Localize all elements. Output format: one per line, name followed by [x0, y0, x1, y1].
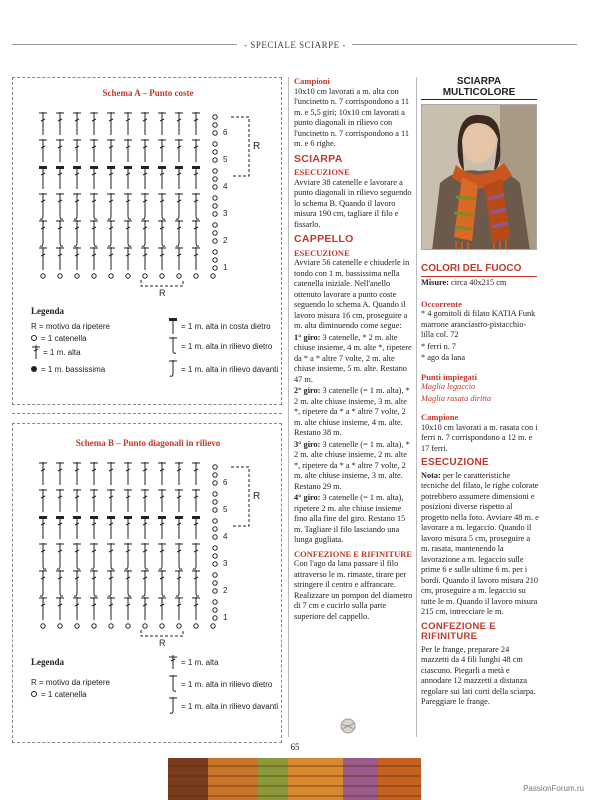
- foundation-chain: [211, 274, 215, 278]
- legend-b-front-post-label: = 1 m. alta in rilievo davanti: [181, 702, 279, 711]
- giro-3-text: 3 catenelle (= 1 m. alta), * 2 m. alte chiuse insieme, 2 m. alte *, ripetere da * a * altre 7 volte, 2 m. alte chiuse insieme, 3 m. alte. Restano 29 m.: [294, 439, 410, 491]
- stitch-bar: [158, 166, 166, 169]
- chain-stitch: [213, 212, 217, 216]
- schema-a-panel: [12, 77, 282, 405]
- campione-title: Campione: [421, 412, 459, 422]
- chain-stitch: [213, 589, 217, 593]
- repeat-label: R: [253, 141, 261, 152]
- campioni-title: Campioni: [294, 76, 330, 86]
- foundation-chain: [92, 624, 96, 628]
- post-hook: [94, 243, 97, 246]
- row-number: 3: [223, 209, 228, 218]
- post-hook: [159, 566, 162, 569]
- middle-column: [294, 76, 414, 623]
- legend-b-dc-label: = 1 m. alta: [181, 658, 219, 667]
- double-crochet-icon: [31, 345, 41, 359]
- foundation-chain: [211, 624, 215, 628]
- post-hook: [176, 593, 179, 596]
- chain-stitch: [213, 231, 217, 235]
- legend-a-chain-label: = 1 catenella: [41, 334, 87, 343]
- chain-stitch: [213, 158, 217, 162]
- repeat-bracket: [231, 467, 249, 526]
- chain-stitch: [213, 527, 217, 531]
- row-number: 6: [223, 128, 228, 137]
- misure: [421, 278, 539, 289]
- giro-4-text: 3 catenelle (= 1 m. alta), ripetere 2 m. alte chiuse insieme fino alla fine del giro. Restano 15 m. Tagliare il filo lasciando una lunga gugliata.: [294, 493, 406, 544]
- chain-stitch: [213, 508, 217, 512]
- stitch-bar: [90, 516, 98, 519]
- chain-stitch: [213, 554, 217, 558]
- watermark: PassionForum.ru: [523, 784, 584, 793]
- chain-stitch: [213, 142, 217, 146]
- foundation-chain: [58, 624, 62, 628]
- giro-3: [294, 440, 414, 493]
- post-hook: [111, 566, 114, 569]
- model-photo: [421, 104, 537, 250]
- post-hook: [142, 593, 145, 596]
- chain-stitch: [213, 465, 217, 469]
- foundation-chain: [126, 624, 130, 628]
- foundation-chain: [75, 624, 79, 628]
- foundation-chain: [41, 624, 45, 628]
- front-post-dc-icon: [168, 697, 178, 715]
- sciarpa-text: Avviare 38 catenelle e lavorare a punto diagonali in rilievo seguendo lo schema B. Quando il lavoro misura 190 cm, tagliare il filo e fissarlo.: [294, 177, 412, 229]
- stitch-bar: [56, 166, 64, 169]
- double-crochet-icon: [168, 655, 178, 669]
- post-hook: [43, 566, 46, 569]
- foundation-chain: [177, 624, 181, 628]
- post-hook: [162, 216, 165, 219]
- giro-1: [294, 333, 414, 386]
- giro-2-label: 2° giro:: [294, 386, 321, 395]
- stitch-bar: [175, 166, 183, 169]
- giro-4-label: 4° giro:: [294, 493, 321, 502]
- giro-4: [294, 493, 414, 546]
- legend-a-dc-label: = 1 m. alta: [43, 348, 81, 357]
- repeat-label-bottom: R: [159, 638, 166, 648]
- post-hook: [108, 593, 111, 596]
- repeat-label-bottom: R: [159, 288, 166, 298]
- schema-b-panel: [12, 423, 282, 743]
- post-hook: [40, 593, 43, 596]
- back-post-dc-icon: [168, 337, 178, 355]
- post-hook: [74, 216, 77, 219]
- foundation-chain: [194, 624, 198, 628]
- stitch-bar: [39, 516, 47, 519]
- foundation-chain: [41, 274, 45, 278]
- chain-stitch: [213, 204, 217, 208]
- post-hook: [108, 243, 111, 246]
- pattern-title-line2: MULTICOLORE: [442, 87, 516, 98]
- chain-stitch: [213, 573, 217, 577]
- post-hook: [176, 216, 179, 219]
- post-hook: [176, 243, 179, 246]
- chain-stitch: [213, 546, 217, 550]
- schema-b-title: Schema B – Punto diagonali in rilievo: [75, 438, 221, 448]
- foundation-chain: [92, 274, 96, 278]
- post-hook: [196, 216, 199, 219]
- post-hook: [125, 566, 128, 569]
- foundation-chain: [160, 624, 164, 628]
- legend-a-back-loop: [181, 322, 271, 331]
- chain-stitch: [213, 223, 217, 227]
- foundation-chain: [177, 274, 181, 278]
- cappello-intro: Avviare 56 catenelle e chiuderle in tondo con 1 m. bassissima nella catenella iniziale. Nell'anello ottenuto lavorare a punto coste seguendo lo schema A. Quando il lavoro misura 16 cm, proseguire a m. alta diminuendo come segue:: [294, 258, 410, 330]
- stitch-bar: [158, 516, 166, 519]
- foundation-chain: [75, 274, 79, 278]
- model-with-scarf-image: [422, 105, 537, 250]
- title-underline: [421, 99, 537, 100]
- foundation-chain: [126, 274, 130, 278]
- row-number: 4: [223, 532, 228, 541]
- legend-b-back-post-label: = 1 m. alta in rilievo dietro: [181, 680, 273, 689]
- legend-a-back-post-label: = 1 m. alta in rilievo dietro: [181, 342, 273, 351]
- legend-b-dc: [181, 658, 219, 667]
- foundation-chain: [109, 624, 113, 628]
- pattern-title: [421, 76, 537, 98]
- legend-a-front-post: [181, 365, 278, 374]
- occorrente-item-3: * ago da lana: [421, 353, 466, 362]
- legend-b-chain-label: = 1 catenella: [41, 690, 87, 699]
- post-hook: [91, 566, 94, 569]
- post-hook: [94, 593, 97, 596]
- chain-stitch: [213, 535, 217, 539]
- knit-texture-strip: [168, 758, 421, 800]
- repeat-bracket-bottom: [141, 280, 183, 286]
- cappello-confezione-title: CONFEZIONE E RIFINITURE: [294, 548, 413, 559]
- chain-icon: [31, 335, 37, 341]
- chain-stitch: [213, 562, 217, 566]
- row-number: 1: [223, 263, 228, 272]
- campioni-text: 10x10 cm lavorati a m. alta con l'uncinetto n. 7 corrispondono a 11 m. e 5,5 giri; 10x10 cm lavorati a punto diagonali in rilievo con l'uncinetto n. 7 corrispondono a 11 m. e 6 righe.: [294, 86, 410, 148]
- right-confezione-text: Per le frange, preparare 24 mazzetti da 4 fili lunghi 48 cm ciascuno. Piegarli a metà e annodare 12 mazzetti a distanza regolare sui lati corti della sciarpa. Pareggiare le frange.: [421, 644, 536, 706]
- legend-b-front-post: [181, 702, 278, 711]
- schema-a-legend-title: Legenda: [31, 306, 65, 316]
- right-esecuzione-title: ESECUZIONE: [421, 457, 490, 468]
- post-hook: [40, 243, 43, 246]
- chain-stitch: [213, 250, 217, 254]
- schema-b-legend-title: Legenda: [31, 657, 65, 667]
- chain-stitch: [213, 196, 217, 200]
- legend-a-front-post-label: = 1 m. alta in rilievo davanti: [181, 365, 279, 374]
- foundation-chain: [194, 274, 198, 278]
- post-hook: [128, 243, 131, 246]
- header-rule-left: [12, 44, 237, 45]
- panel-separator: [12, 413, 282, 419]
- chain-stitch: [213, 258, 217, 262]
- stitch-bar: [107, 166, 115, 169]
- punto-1: Maglia legaccio: [421, 382, 476, 391]
- row-number: 5: [223, 505, 228, 514]
- repeat-bracket: [231, 117, 249, 176]
- nota: [421, 471, 539, 618]
- legend-b-chain: [41, 690, 87, 699]
- post-hook: [128, 593, 131, 596]
- misure-label: Misure:: [421, 278, 449, 287]
- nota-text: per le caratteristiche tecniche del filato, le righe colorate potrebbero assumere dimensioni e posizioni diverse rispetto al progetto nella foto. Avviare 48 m. e lavorare a m. legaccio. Quando il lavoro misura 5 cm, proseguire a m. rasata, mantenendo la lavorazione a m. legaccio sulle prime 6 e sulle ultime 6 m. per i bordi. Quando il lavoro misura 210 cm, proseguire a m. legaccio su tutte le m. Quando il lavoro misura 215 cm, intrecciare le m.: [421, 470, 539, 616]
- post-hook: [142, 216, 145, 219]
- chain-stitch: [213, 481, 217, 485]
- chain-stitch: [213, 608, 217, 612]
- post-hook: [108, 216, 111, 219]
- row-number: 2: [223, 236, 228, 245]
- back-post-dc-icon: [168, 675, 178, 693]
- chain-stitch: [213, 500, 217, 504]
- post-hook: [74, 593, 77, 596]
- repeat-label: R: [253, 491, 261, 502]
- row-number: 2: [223, 586, 228, 595]
- chain-stitch: [213, 185, 217, 189]
- occorrente-item-2: * ferri n. 7: [421, 341, 457, 351]
- stitch-bar: [124, 166, 132, 169]
- campione-text: 10x10 cm lavorati a m. rasata con i ferri n. 7 corrispondono a 12 m. e 17 ferri.: [421, 422, 538, 453]
- chain-stitch: [213, 519, 217, 523]
- chain-stitch: [213, 169, 217, 173]
- chain-stitch: [213, 616, 217, 620]
- punti-title: Punti impiegati: [421, 371, 477, 382]
- legend-a-repeat: R = motivo da ripetere: [31, 322, 110, 331]
- row-number: 5: [223, 155, 228, 164]
- chain-stitch: [213, 266, 217, 270]
- chain-stitch: [213, 131, 217, 135]
- post-hook: [193, 566, 196, 569]
- stitch-bar: [107, 516, 115, 519]
- post-hook: [40, 216, 43, 219]
- stitch-bar: [39, 166, 47, 169]
- post-hook: [77, 566, 80, 569]
- stitch-bar: [175, 516, 183, 519]
- pattern-title-line1: SCIARPA: [456, 76, 502, 87]
- occorrente-item-1: * 4 gomitoli di filato KATIA Funk marrone aranciastro-pistacchio-lilla col. 72: [421, 309, 536, 339]
- chain-stitch: [213, 150, 217, 154]
- repeat-bracket-bottom: [141, 630, 183, 636]
- post-hook: [145, 566, 148, 569]
- row-number: 6: [223, 478, 228, 487]
- chain-stitch: [213, 581, 217, 585]
- legend-a-back-loop-label: = 1 m. alta in costa dietro: [181, 322, 271, 331]
- post-hook: [179, 566, 182, 569]
- foundation-chain: [143, 624, 147, 628]
- slip-stitch-icon: [31, 366, 37, 372]
- legend-a-chain: [41, 334, 87, 343]
- chain-icon: [31, 691, 37, 697]
- legend-b-repeat: R = motivo da ripetere: [31, 678, 110, 687]
- giro-1-label: 1° giro:: [294, 332, 321, 342]
- stitch-bar: [90, 166, 98, 169]
- legend-a-slip-label: = 1 m. bassissima: [41, 365, 106, 374]
- post-hook: [196, 593, 199, 596]
- legend-a-back-post: [181, 342, 272, 351]
- cappello-title: CAPPELLO: [294, 233, 354, 245]
- giro-3-label: 3° giro:: [294, 439, 321, 449]
- post-hook: [196, 243, 199, 246]
- schema-a-title: Schema A – Punto coste: [102, 88, 194, 98]
- cappello-confezione-text: Con l'ago da lana passare il filo attraverso le m. rimaste, tirare per stringere il centro e affrancare. Realizzare un pompon del diametro di 7 cm e cucirlo sulla parte superiore del cappello.: [294, 559, 413, 621]
- legend-a-dc: [43, 348, 81, 357]
- chain-stitch: [213, 473, 217, 477]
- legend-b-back-post: [181, 680, 272, 689]
- column-divider-right: [416, 77, 417, 737]
- right-confezione-title: CONFEZIONE E RIFINITURE: [421, 620, 496, 642]
- colori-title: COLORI DEL FUOCO: [421, 263, 537, 277]
- foundation-chain: [143, 274, 147, 278]
- post-hook: [60, 243, 63, 246]
- right-column: [421, 278, 539, 709]
- sciarpa-title: SCIARPA: [294, 152, 343, 165]
- knit-texture-image: [168, 758, 421, 800]
- chain-stitch: [213, 177, 217, 181]
- row-number: 3: [223, 559, 228, 568]
- stitch-bar: [141, 166, 149, 169]
- stitch-bar: [73, 166, 81, 169]
- post-hook: [128, 216, 131, 219]
- column-divider-left: [288, 77, 289, 737]
- schema-b-chart: [13, 454, 283, 654]
- post-hook: [162, 243, 165, 246]
- foundation-chain: [58, 274, 62, 278]
- chain-stitch: [213, 600, 217, 604]
- page-header: - SPECIALE SCIARPE -: [244, 40, 346, 50]
- stitch-bar: [73, 516, 81, 519]
- stitch-bar: [141, 516, 149, 519]
- misure-value: circa 40x215 cm: [451, 278, 507, 287]
- sciarpa-esecuzione-title: ESECUZIONE: [294, 167, 350, 177]
- foundation-chain: [160, 274, 164, 278]
- yarn-ball-icon: [340, 718, 356, 734]
- page-number: 65: [290, 742, 300, 752]
- post-hook: [142, 243, 145, 246]
- chain-stitch: [213, 492, 217, 496]
- chain-stitch: [213, 123, 217, 127]
- row-number: 4: [223, 182, 228, 191]
- stitch-bar: [192, 516, 200, 519]
- giro-2: [294, 386, 414, 439]
- chain-stitch: [213, 115, 217, 119]
- cappello-esecuzione-title: ESECUZIONE: [294, 247, 350, 258]
- post-hook: [57, 566, 60, 569]
- row-number: 1: [223, 613, 228, 622]
- occorrente-title: Occorrente: [421, 298, 462, 309]
- stitch-bar: [56, 516, 64, 519]
- giro-1-text: 3 catenelle, * 2 m. alte chiuse insieme, 4 m. alte *, ripetere da * a * altre 7 volte, 2 m. alte chiuse insieme, 5 m. alte. Restano 47 m.: [294, 332, 412, 384]
- back-loop-dc-icon: [168, 318, 178, 334]
- header-rule-right: [352, 44, 577, 45]
- stitch-bar: [124, 516, 132, 519]
- nota-label: Nota:: [421, 470, 441, 480]
- stitch-bar: [192, 166, 200, 169]
- post-hook: [162, 593, 165, 596]
- front-post-dc-icon: [168, 360, 178, 378]
- post-hook: [60, 593, 63, 596]
- post-hook: [94, 216, 97, 219]
- schema-a-chart: [13, 104, 283, 304]
- foundation-chain: [109, 274, 113, 278]
- giro-2-text: 3 catenelle (= 1 m. alta), * 2 m. alte chiuse insieme, 3 m. alte *, ripetere da * a * altre 7 volte, 2 m. alte chiuse insieme, 4 m. alte. Restano 38 m.: [294, 386, 410, 437]
- legend-a-slip: [41, 365, 105, 374]
- post-hook: [60, 216, 63, 219]
- punto-2: Maglia rasata diritta: [421, 393, 492, 403]
- post-hook: [74, 243, 77, 246]
- chain-stitch: [213, 239, 217, 243]
